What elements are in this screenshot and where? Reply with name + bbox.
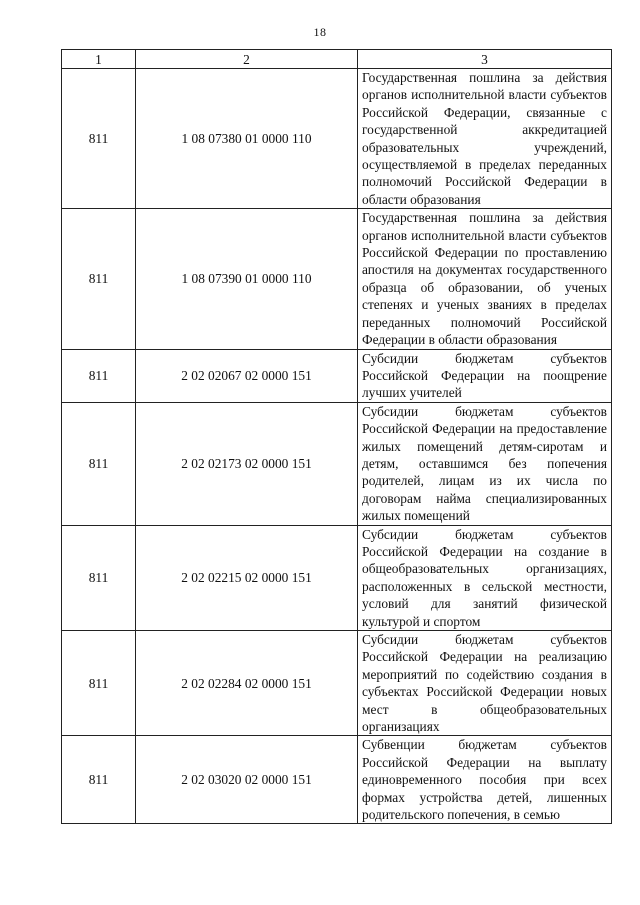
kbk-code-cell: 2 02 03020 02 0000 151: [136, 736, 358, 824]
description-cell: Субсидии бюджетам субъектов Российской Федерации на предоставление жилых помещений детям-сиротам и детям, оставшимся без попечения родителей, лицам из их числа по договорам найма специализированных жилых помещений: [358, 402, 612, 525]
table-row: [62, 736, 612, 824]
admin-code-cell: 811: [62, 402, 136, 525]
kbk-code-cell: 1 08 07380 01 0000 110: [136, 69, 358, 209]
table-row: [62, 402, 612, 525]
admin-code-cell: 811: [62, 349, 136, 402]
kbk-code-cell: 2 02 02067 02 0000 151: [136, 349, 358, 402]
table-row: [62, 69, 612, 209]
kbk-code-cell: 2 02 02215 02 0000 151: [136, 525, 358, 630]
description-cell: Государственная пошлина за действия органов исполнительной власти субъектов Российской Федерации по проставлению апостиля на документах государственного образца об образовании, об ученых степенях и ученых званиях в пределах переданных полномочий Российской Федерации в области образования: [358, 209, 612, 349]
table-row: [62, 525, 612, 630]
admin-code-cell: 811: [62, 525, 136, 630]
column-header-1: 1: [62, 50, 136, 69]
admin-code-cell: 811: [62, 209, 136, 349]
page-number: 18: [313, 25, 327, 39]
admin-code-cell: 811: [62, 69, 136, 209]
admin-code-cell: 811: [62, 736, 136, 824]
table-header-row: [62, 50, 612, 69]
column-header-3: 3: [358, 50, 612, 69]
description-cell: Субвенции бюджетам субъектов Российской Федерации на выплату единовременного пособия при всех формах устройства детей, лишенных родительского попечения, в семью: [358, 736, 612, 824]
kbk-code-cell: 2 02 02284 02 0000 151: [136, 631, 358, 736]
kbk-code-cell: 1 08 07390 01 0000 110: [136, 209, 358, 349]
column-header-2: 2: [136, 50, 358, 69]
kbk-code-cell: 2 02 02173 02 0000 151: [136, 402, 358, 525]
budget-classification-table: [61, 49, 612, 824]
description-cell: Субсидии бюджетам субъектов Российской Федерации на создание в общеобразовательных организациях, расположенных в сельской местности, условий для занятий физической культурой и спортом: [358, 525, 612, 630]
description-cell: Государственная пошлина за действия органов исполнительной власти субъектов Российской Федерации, связанные с государственной аккредитацией образовательных учреждений, осуществляемой в пределах переданных полномочий Российской Федерации в области образования: [358, 69, 612, 209]
table-row: [62, 631, 612, 736]
description-cell: Субсидии бюджетам субъектов Российской Федерации на поощрение лучших учителей: [358, 349, 612, 402]
description-cell: Субсидии бюджетам субъектов Российской Федерации на реализацию мероприятий по содействию создания в субъектах Российской Федерации новых мест в общеобразовательных организациях: [358, 631, 612, 736]
admin-code-cell: 811: [62, 631, 136, 736]
table-row: [62, 349, 612, 402]
table-row: [62, 209, 612, 349]
